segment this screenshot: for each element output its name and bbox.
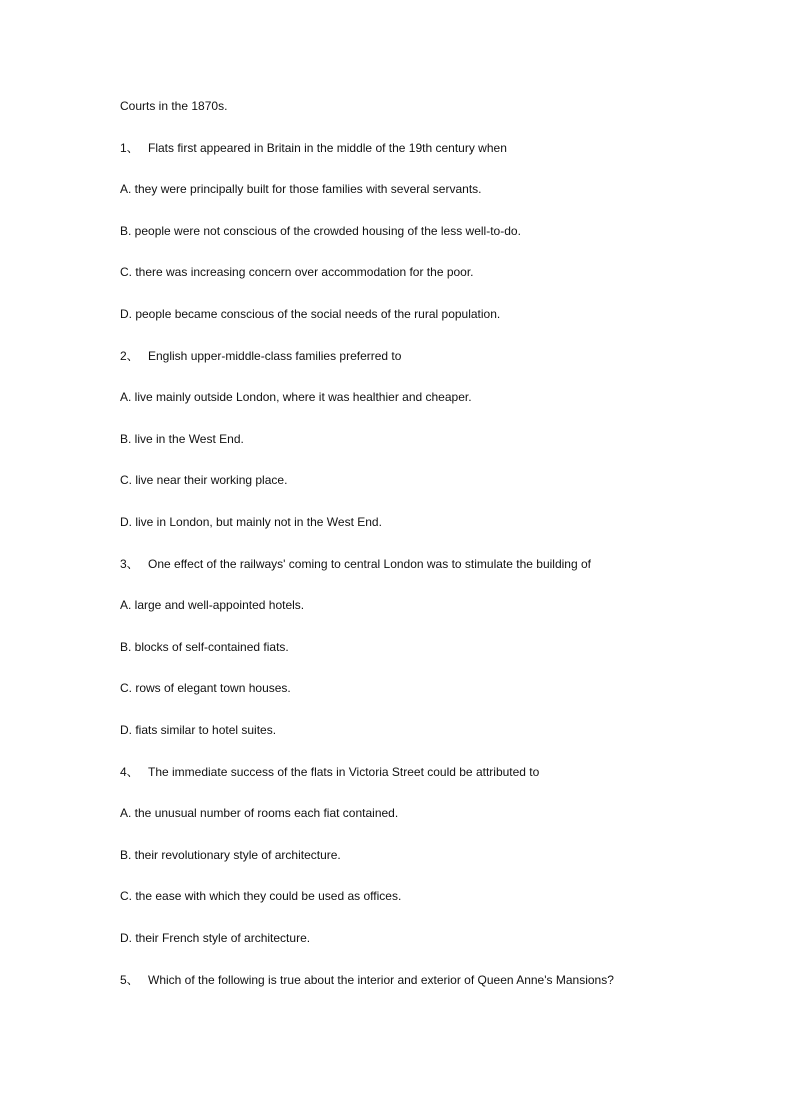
question-stem (120, 764, 539, 780)
question-number: 5、 (120, 973, 139, 987)
question-number: 4、 (120, 765, 139, 779)
question-stem (120, 140, 507, 156)
option-c: C. live near their working place. (120, 473, 288, 487)
option-c: C. rows of elegant town houses. (120, 681, 291, 695)
question-text: Flats first appeared in Britain in the middle of the 19th century when (148, 141, 507, 155)
question-stem (120, 348, 401, 364)
question-text: English upper-middle-class families preferred to (148, 349, 402, 363)
question-text: Which of the following is true about the interior and exterior of Queen Anne's Mansions? (148, 973, 614, 987)
question-stem (120, 556, 591, 572)
question-number: 1、 (120, 141, 139, 155)
option-d: D. fiats similar to hotel suites. (120, 723, 277, 737)
question-number: 2、 (120, 349, 139, 363)
question-text: The immediate success of the flats in Victoria Street could be attributed to (148, 765, 540, 779)
option-b: B. blocks of self-contained fiats. (120, 640, 289, 654)
question-stem (120, 972, 614, 988)
option-a: A. large and well-appointed hotels. (120, 598, 305, 612)
intro-text: Courts in the 1870s. (120, 99, 228, 113)
question-number: 3、 (120, 557, 139, 571)
option-c: C. there was increasing concern over accommodation for the poor. (120, 265, 474, 279)
option-d: D. their French style of architecture. (120, 931, 311, 945)
option-b: B. people were not conscious of the crowded housing of the less well-to-do. (120, 224, 521, 238)
option-a: A. they were principally built for those families with several servants. (120, 182, 482, 196)
option-d: D. live in London, but mainly not in the West End. (120, 515, 382, 529)
option-b: B. live in the West End. (120, 432, 244, 446)
option-d: D. people became conscious of the social needs of the rural population. (120, 307, 501, 321)
question-text: One effect of the railways' coming to central London was to stimulate the building of (148, 557, 591, 571)
option-c: C. the ease with which they could be used as offices. (120, 889, 402, 903)
option-b: B. their revolutionary style of architecture. (120, 848, 341, 862)
option-a: A. live mainly outside London, where it was healthier and cheaper. (120, 390, 472, 404)
option-a: A. the unusual number of rooms each fiat contained. (120, 806, 399, 820)
